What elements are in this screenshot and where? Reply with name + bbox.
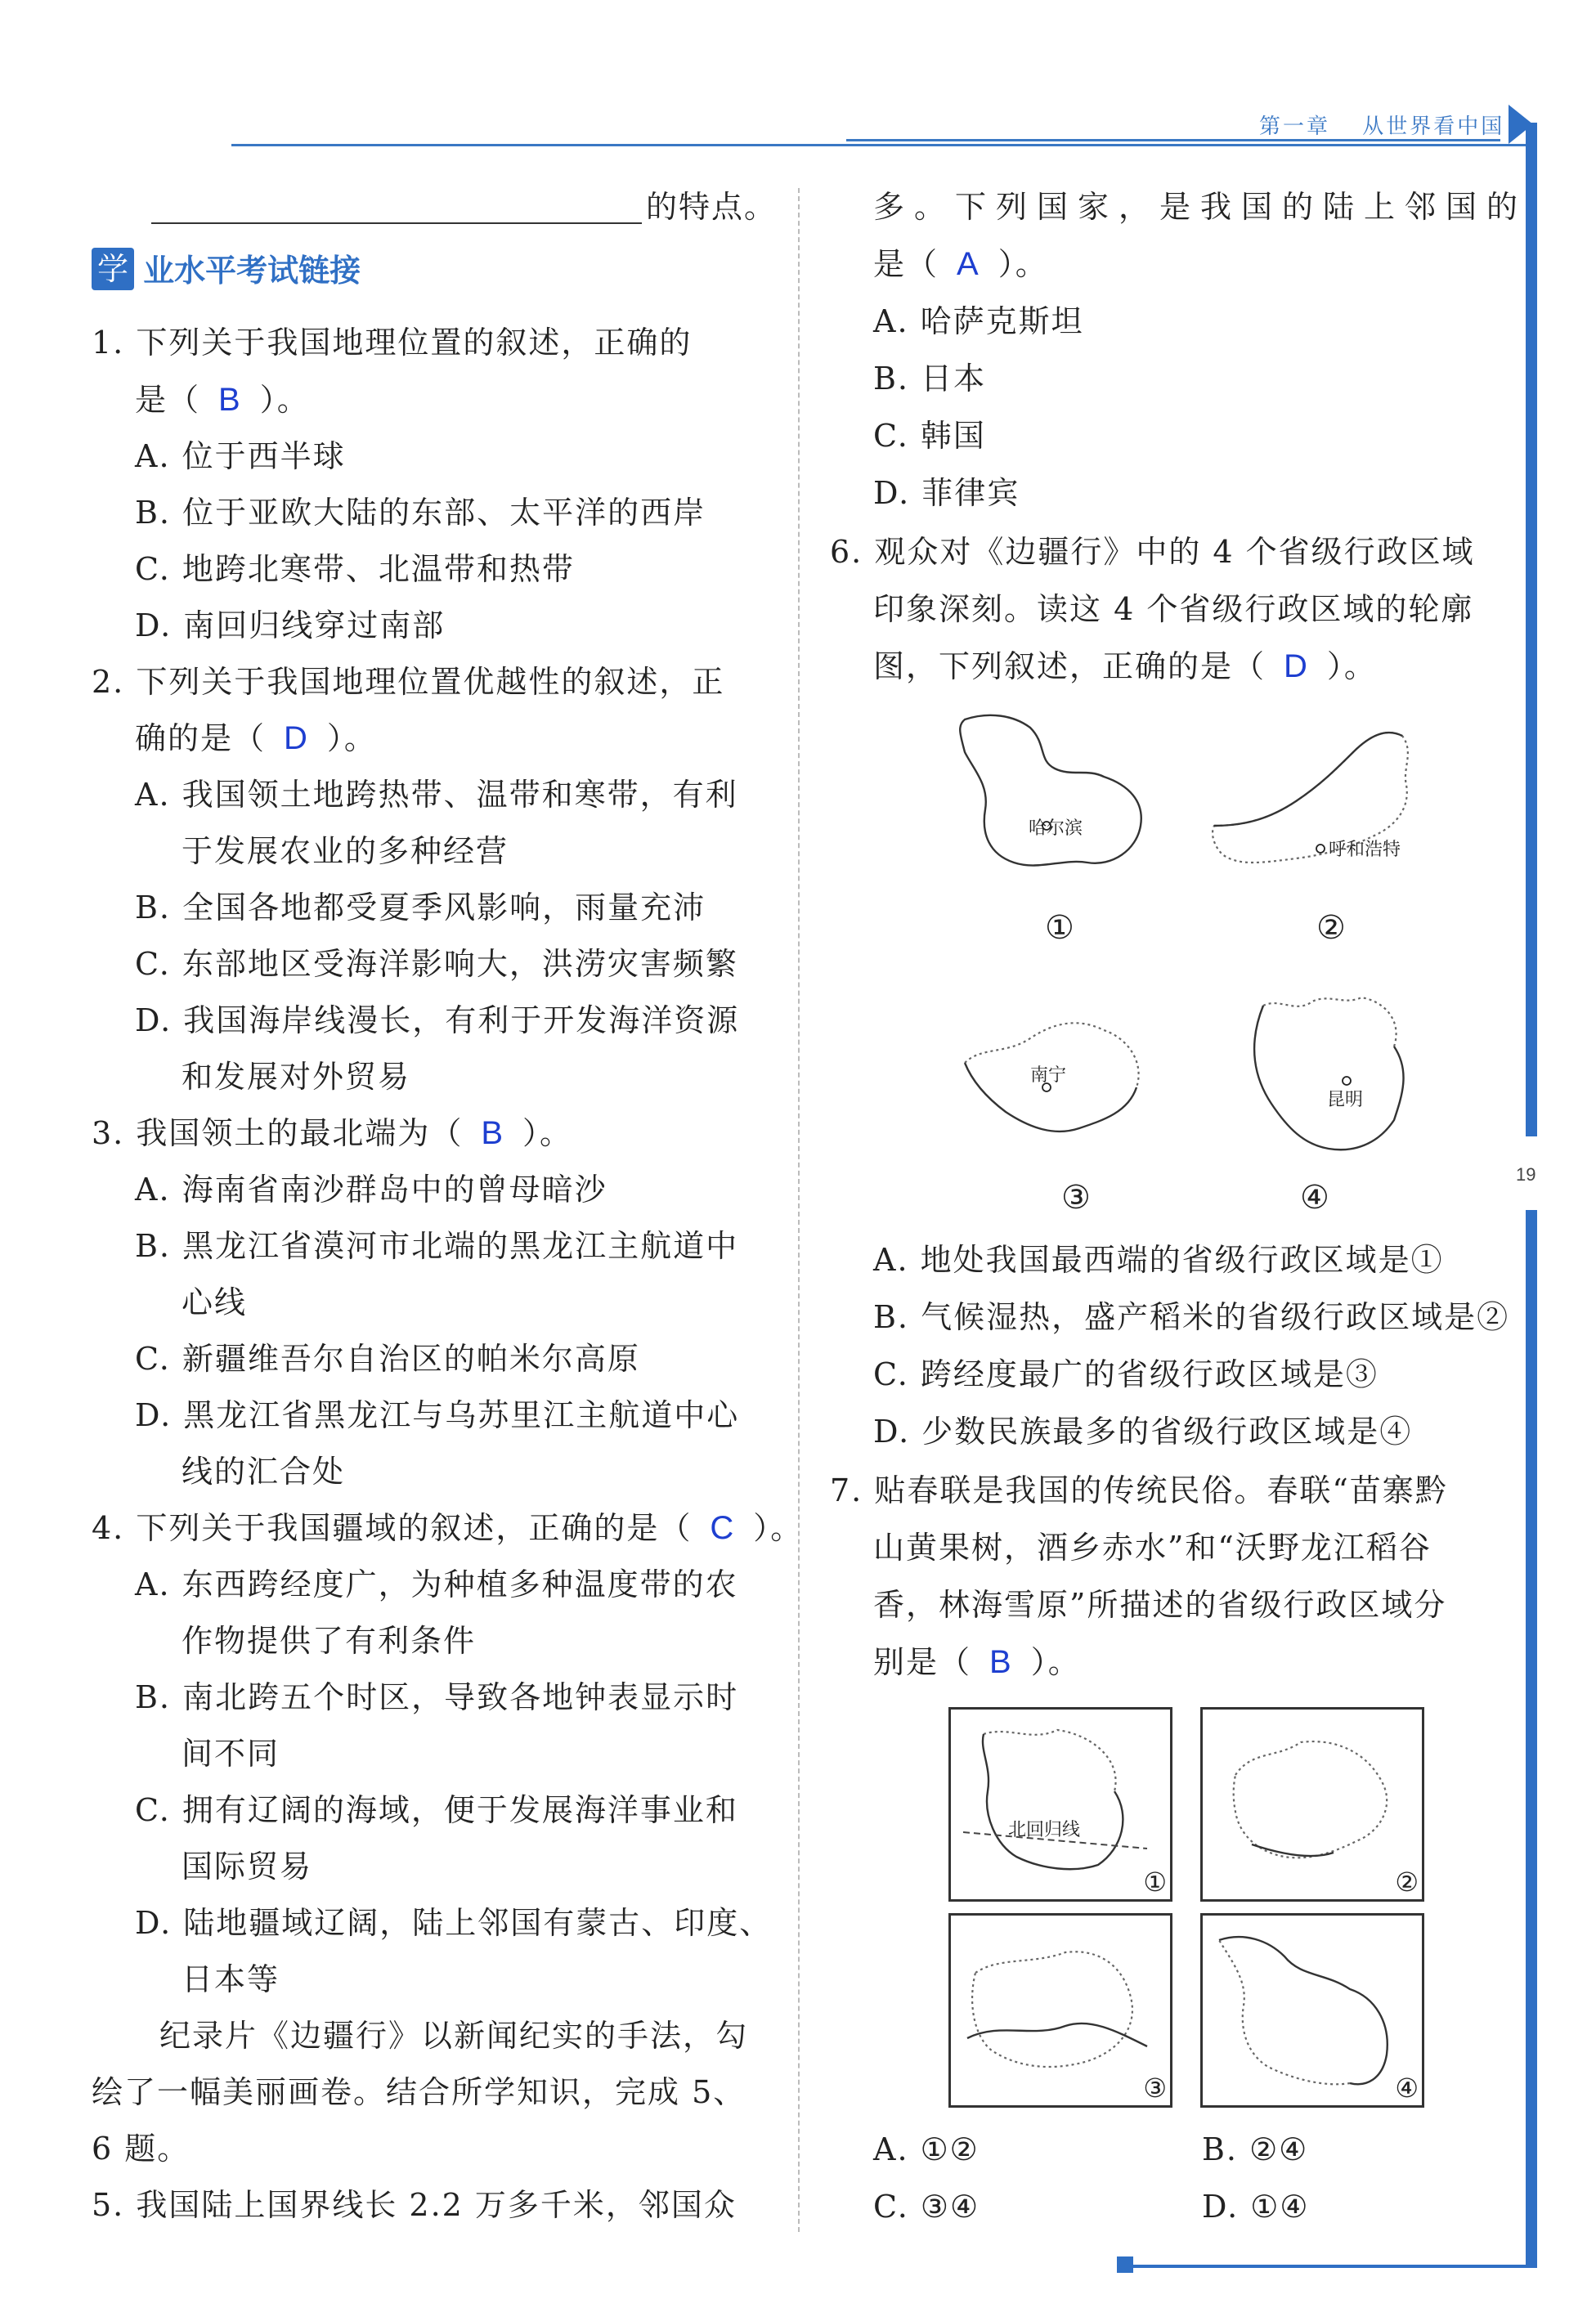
- passage-line-1: 纪录片《边疆行》以新闻纪实的手法，勾: [159, 2018, 749, 2054]
- q6-option-d: D. 少数民族最多的省级行政区域是④: [873, 1414, 1413, 1450]
- q3-option-a: A. 海南省南沙群岛中的曾母暗沙: [135, 1172, 607, 1208]
- q6-answer: D: [1284, 648, 1309, 684]
- q7-map-frame-4: [1200, 1913, 1424, 2108]
- q6-map-4-label: ④: [1300, 1179, 1329, 1217]
- q7-map-2-label: ②: [1395, 1867, 1419, 1898]
- q4-option-d: D. 陆地疆域辽阔，陆上邻国有蒙古、印度、: [135, 1905, 773, 1941]
- q6-map-3-city: 南宁: [1030, 1065, 1067, 1086]
- q5-option-d: D. 菲律宾: [873, 475, 1020, 511]
- footer-square: [1117, 2256, 1133, 2273]
- q2-option-b: B. 全国各地都受夏季风影响，雨量充沛: [135, 890, 706, 925]
- q6-stem-1: 6. 观众对《边疆行》中的 4 个省级行政区域: [830, 534, 1475, 570]
- q6-option-a: A. 地处我国最西端的省级行政区域是①: [873, 1242, 1444, 1278]
- side-bar-top: [1526, 123, 1537, 1136]
- q5-stem-3: 是（ A ）。: [873, 246, 1048, 282]
- q3-option-d-cont: 线的汇合处: [182, 1454, 346, 1490]
- q3-stem: 3. 我国领土的最北端为（ B ）。: [92, 1115, 573, 1151]
- q6-map-3: [948, 989, 1161, 1153]
- q4-stem: 4. 下列关于我国疆域的叙述，正确的是（ C ）。: [92, 1510, 804, 1546]
- passage-line-2: 绘了一幅美丽画卷。结合所学知识，完成 5、: [92, 2074, 746, 2110]
- q7-stem-1: 7. 贴春联是我国的传统民俗。春联“苗寨黔: [830, 1472, 1448, 1508]
- q3-option-b: B. 黑龙江省漠河市北端的黑龙江主航道中: [135, 1228, 739, 1264]
- column-divider: [798, 188, 800, 2232]
- q2-stem-1: 2. 下列关于我国地理位置优越性的叙述，正: [92, 664, 725, 700]
- q5-stem-2: 多。下列国家，是我国的陆上邻国的: [873, 189, 1528, 225]
- q6-map-1-city: 哈尔滨: [1029, 818, 1083, 839]
- q7-option-a: A. ①②: [873, 2131, 980, 2167]
- q4-option-c-cont: 国际贸易: [182, 1849, 313, 1884]
- q4-option-a-cont: 作物提供了有利条件: [182, 1623, 477, 1659]
- q6-option-c: C. 跨经度最广的省级行政区域是③: [873, 1356, 1379, 1392]
- blank-underline: [151, 222, 642, 224]
- q4-option-a: A. 东西跨经度广，为种植多种温度带的农: [135, 1566, 738, 1602]
- q1-option-c: C. 地跨北寒带、北温带和热带: [135, 551, 575, 587]
- q7-stem-3: 香，林海雪原”所描述的省级行政区域分: [873, 1587, 1447, 1623]
- q7-option-b: B. ②④: [1202, 2131, 1309, 2167]
- page-number: 19: [1516, 1164, 1536, 1185]
- q2-option-a: A. 我国领土地跨热带、温带和寒带，有利: [135, 777, 738, 813]
- q7-answer: B: [989, 1644, 1013, 1680]
- q6-map-3-label: ③: [1061, 1179, 1091, 1217]
- section-badge: 学: [92, 248, 134, 290]
- q5-stem-1: 5. 我国陆上国界线长 2.2 万多千米，邻国众: [92, 2187, 737, 2223]
- q2-option-d-cont: 和发展对外贸易: [182, 1059, 411, 1095]
- q6-map-4: [1231, 981, 1435, 1169]
- q4-option-b: B. 南北跨五个时区，导致各地钟表显示时: [135, 1679, 739, 1715]
- q4-option-b-cont: 间不同: [182, 1736, 280, 1772]
- q6-stem-2: 印象深刻。读这 4 个省级行政区域的轮廓: [873, 591, 1474, 627]
- q4-option-d-cont: 日本等: [182, 1961, 280, 1997]
- q2-option-a-cont: 于发展农业的多种经营: [182, 833, 509, 869]
- q7-map-frame-1: [948, 1707, 1172, 1902]
- q1-option-a: A. 位于西半球: [135, 438, 346, 474]
- q7-map-1-note: 北回归线: [1008, 1820, 1081, 1840]
- q4-answer: C: [710, 1510, 736, 1546]
- q6-map-2-label: ②: [1316, 909, 1346, 947]
- q6-map-1-label: ①: [1045, 909, 1074, 947]
- q1-option-b: B. 位于亚欧大陆的东部、太平洋的西岸: [135, 495, 706, 531]
- q6-map-2-city: 呼和浩特: [1329, 840, 1401, 860]
- q7-map-3-label: ③: [1143, 2073, 1167, 2104]
- q7-option-d: D. ①④: [1202, 2189, 1310, 2225]
- section-title: 业水平考试链接: [143, 253, 361, 289]
- q2-stem-2: 确的是（ D ）。: [135, 720, 377, 756]
- q6-map-4-city: 昆明: [1327, 1090, 1364, 1110]
- footer-rule: [1120, 2265, 1537, 2268]
- q7-option-c: C. ③④: [873, 2189, 980, 2225]
- q5-option-a: A. 哈萨克斯坦: [873, 303, 1084, 339]
- q5-answer: A: [957, 246, 980, 282]
- q3-option-d: D. 黑龙江省黑龙江与乌苏里江主航道中心: [135, 1397, 740, 1433]
- side-bar-bottom: [1526, 1210, 1537, 2265]
- q6-option-b: B. 气候湿热，盛产稻米的省级行政区域是②: [873, 1299, 1510, 1335]
- q7-stem-2: 山黄果树，酒乡赤水”和“沃野龙江稻谷: [873, 1530, 1432, 1566]
- q7-map-frame-3: [948, 1913, 1172, 2108]
- q4-option-c: C. 拥有辽阔的海域，便于发展海洋事业和: [135, 1792, 738, 1828]
- q3-option-c: C. 新疆维吾尔自治区的帕米尔高原: [135, 1341, 640, 1377]
- q2-option-c: C. 东部地区受海洋影响大，洪涝灾害频繁: [135, 946, 738, 982]
- header-rule: [231, 144, 1531, 146]
- q7-map-frame-2: [1200, 1707, 1424, 1902]
- q3-option-b-cont: 心线: [182, 1284, 248, 1320]
- q7-map-4-label: ④: [1395, 2073, 1419, 2104]
- intro-tail: 的特点。: [646, 189, 778, 225]
- q1-stem-1: 1. 下列关于我国地理位置的叙述，正确的: [92, 325, 693, 361]
- q1-stem-2: 是（ B ）。: [135, 382, 310, 418]
- q7-map-1-label: ①: [1143, 1867, 1167, 1898]
- q6-map-2: [1198, 703, 1427, 891]
- section-header: [92, 248, 361, 294]
- q1-answer: B: [218, 382, 242, 418]
- q1-option-d: D. 南回归线穿过南部: [135, 607, 446, 643]
- q2-option-d: D. 我国海岸线漫长，有利于开发海洋资源: [135, 1002, 740, 1038]
- q6-map-1: [948, 703, 1161, 891]
- passage-line-3: 6 题。: [92, 2131, 191, 2167]
- q5-option-b: B. 日本: [873, 361, 987, 397]
- q6-stem-3: 图，下列叙述，正确的是（ D ）。: [873, 648, 1377, 684]
- header-chapter: 第一章 从世界看中国: [1259, 114, 1505, 139]
- q5-option-c: C. 韩国: [873, 418, 986, 454]
- q3-answer: B: [481, 1115, 505, 1151]
- q2-answer: D: [284, 720, 309, 756]
- q7-stem-4: 别是（ B ）。: [873, 1644, 1081, 1680]
